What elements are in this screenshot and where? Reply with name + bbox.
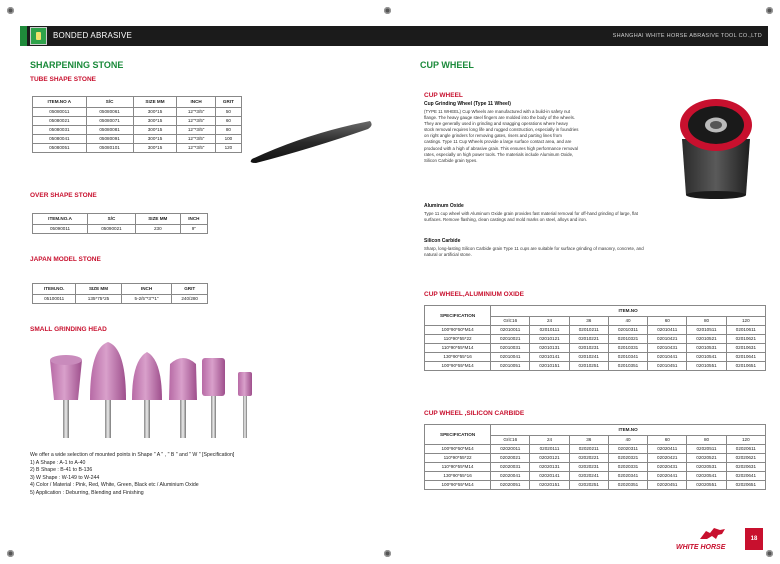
table-cell: 02010641 <box>726 353 765 362</box>
table-cell: 300*15 <box>133 144 177 153</box>
table-cell: 02010531 <box>687 344 726 353</box>
table-header: SPECIFICATION <box>425 425 491 445</box>
table-cell: 02010141 <box>530 353 569 362</box>
oval-stone-table <box>32 213 208 234</box>
small-grinding-head-title: SMALL GRINDING HEAD <box>30 326 107 333</box>
table-cell: 110*90*55*M14 <box>425 344 491 353</box>
grit-header: 80 <box>687 317 726 326</box>
table-cell: 02020631 <box>726 463 765 472</box>
table-row <box>425 362 766 371</box>
table-cell: 02020441 <box>648 472 687 481</box>
table-header: ITEM.NO A <box>33 97 87 108</box>
sc-table-title: CUP WHEEL ,SILICON CARBIDE <box>424 410 525 417</box>
table-cell: 02010241 <box>569 353 608 362</box>
list-item: 4) Color / Material : Pink, Red, White, Green, Black etc / Aluminium Oxide <box>30 482 199 489</box>
table-cell: 60 <box>215 117 241 126</box>
text-line: flange. The heavy gauge steel fingers are molded into the body of the wheels. <box>424 115 576 121</box>
table-header: SPECIFICATION <box>425 306 491 326</box>
table-header: S/C <box>86 97 133 108</box>
table-row <box>33 144 242 153</box>
table-row <box>425 344 766 353</box>
table-header: GRIT <box>215 97 241 108</box>
table-cell: 02020421 <box>648 454 687 463</box>
table-cell: 12"*3/5" <box>177 144 215 153</box>
table-cell: 02020411 <box>648 445 687 454</box>
table-cell: 02020011 <box>491 445 530 454</box>
text-line: produced with a high of abrasive grain. This ensures high performance removal <box>424 145 578 151</box>
table-cell: 05100011 <box>33 295 76 304</box>
table-cell: 02010521 <box>687 335 726 344</box>
table-header: INCH <box>121 284 172 295</box>
table-cell: 02020611 <box>726 445 765 454</box>
table-cell: 02010221 <box>569 335 608 344</box>
table-row <box>33 117 242 126</box>
grit-header: Grit:16 <box>491 317 530 326</box>
table-cell: 02010631 <box>726 344 765 353</box>
list-item: 3) W Shape : W-149 to W-244 <box>30 474 100 481</box>
page-number: 18 <box>745 528 763 550</box>
table-header-row <box>33 284 208 295</box>
white-horse-logo <box>676 527 740 551</box>
screw-icon <box>384 550 391 557</box>
grit-header: 60 <box>648 317 687 326</box>
screw-icon <box>7 550 14 557</box>
oval-stone-title: OVER SHAPE STONE <box>30 192 97 199</box>
table-cell: 02010351 <box>608 362 647 371</box>
silicon-carbide-heading: Silicon Carbide <box>424 238 461 244</box>
text-line: They are generally used in grinding and snagging operations where heavy <box>424 121 569 127</box>
table-cell: 02010421 <box>648 335 687 344</box>
cup-wheel-image <box>676 97 756 199</box>
sc-table <box>424 424 766 490</box>
table-cell: 02020141 <box>530 472 569 481</box>
table-cell: 02020241 <box>569 472 608 481</box>
list-item: 5) Application : Deburring, Blending and Finishing <box>30 489 144 496</box>
table-row <box>425 463 766 472</box>
table-row <box>425 326 766 335</box>
table-cell: 02020641 <box>726 472 765 481</box>
table-header: INCH <box>180 214 207 225</box>
table-cell: 12"*3/5" <box>177 135 215 144</box>
screw-icon <box>384 7 391 14</box>
table-cell: 05080041 <box>33 135 87 144</box>
table-cell: 12"*3/5" <box>177 126 215 135</box>
table-cell: 02020511 <box>687 445 726 454</box>
table-header: ITEM.NO <box>491 425 766 436</box>
header-accent <box>20 26 27 46</box>
grit-header: 40 <box>608 317 647 326</box>
table-cell: 02010451 <box>648 362 687 371</box>
table-cell: 5-2/5"*3"*1" <box>121 295 172 304</box>
table-cell: 02010311 <box>608 326 647 335</box>
table-cell: 240/280 <box>172 295 208 304</box>
table-header-row <box>33 97 242 108</box>
aluminum-oxide-description <box>424 211 764 223</box>
table-row <box>33 225 208 234</box>
text-line: surfaces. Remove flashing, clean castings and mold marks on steel, alloys and iron. <box>424 217 588 223</box>
table-cell: 02010551 <box>687 362 726 371</box>
table-row <box>425 472 766 481</box>
table-cell: 02010411 <box>648 326 687 335</box>
small-grinding-list <box>30 460 199 497</box>
table-cell: 02010541 <box>687 353 726 362</box>
text-line: on right angle grinders for removing gates, risers and parting lines from <box>424 133 562 139</box>
table-cell: 9" <box>180 225 207 234</box>
grit-header: Grit:16 <box>491 436 530 445</box>
screw-icon <box>766 550 773 557</box>
table-row <box>425 445 766 454</box>
ao-table <box>424 305 766 371</box>
brand-name: WHITE HORSE <box>676 544 726 551</box>
table-cell: 02020451 <box>648 481 687 490</box>
grit-header: 120 <box>726 436 765 445</box>
table-row <box>33 295 208 304</box>
table-header: SIZE MM <box>76 284 121 295</box>
table-cell: 300*15 <box>133 135 177 144</box>
table-cell: 100*90*55*M14 <box>425 481 491 490</box>
table-cell: 02010331 <box>608 344 647 353</box>
table-cell: 02010131 <box>530 344 569 353</box>
table-row <box>425 481 766 490</box>
tube-stone-title: TUBE SHAPE STONE <box>30 76 96 83</box>
table-cell: 02020221 <box>569 454 608 463</box>
table-cell: 02020211 <box>569 445 608 454</box>
table-cell: 02010341 <box>608 353 647 362</box>
table-cell: 05080081 <box>86 126 133 135</box>
table-cell: 300*15 <box>133 117 177 126</box>
table-cell: 12"*3/5" <box>177 108 215 117</box>
screw-icon <box>766 7 773 14</box>
company-name: SHANGHAI WHITE HORSE ABRASIVE TOOL CO.,LTD <box>612 33 762 39</box>
grit-header: 80 <box>687 436 726 445</box>
table-cell: 02020331 <box>608 463 647 472</box>
table-row <box>425 454 766 463</box>
table-cell: 02020551 <box>687 481 726 490</box>
table-row <box>425 335 766 344</box>
table-row <box>425 353 766 362</box>
aluminum-oxide-heading: Aluminum Oxide <box>424 203 464 209</box>
table-cell: 02010021 <box>491 335 530 344</box>
table-cell: 02020251 <box>569 481 608 490</box>
tube-stone-image <box>248 115 374 165</box>
table-cell: 05080071 <box>86 117 133 126</box>
table-cell: 02020021 <box>491 454 530 463</box>
text-line: castings. Type 11 Cup Wheels provide a large surface contact area, and are <box>424 139 572 145</box>
sharpening-stone-title: SHARPENING STONE <box>30 60 124 70</box>
table-cell: 02020051 <box>491 481 530 490</box>
table-cell: 05080101 <box>86 144 133 153</box>
table-header-row <box>33 214 208 225</box>
table-cell: 02010651 <box>726 362 765 371</box>
table-cell: 02010051 <box>491 362 530 371</box>
silicon-carbide-description <box>424 246 764 258</box>
cup-wheel-title: CUP WHEEL <box>420 60 474 70</box>
table-cell: 02010511 <box>687 326 726 335</box>
table-cell: 05080011 <box>33 108 87 117</box>
list-item: 2) B Shape : B-41 to B-136 <box>30 467 93 474</box>
ao-table-title: CUP WHEEL,ALUMINIUM OXIDE <box>424 291 524 298</box>
table-cell: 02010251 <box>569 362 608 371</box>
table-cell: 05080051 <box>33 144 87 153</box>
table-cell: 02010621 <box>726 335 765 344</box>
table-cell: 02010441 <box>648 353 687 362</box>
table-cell: 02020031 <box>491 463 530 472</box>
table-header-row <box>425 425 766 436</box>
abrasive-icon <box>30 27 47 45</box>
table-cell: 130*90*55*16 <box>425 353 491 362</box>
table-cell: 02020311 <box>608 445 647 454</box>
table-cell: 100 <box>215 135 241 144</box>
table-cell: 300*15 <box>133 126 177 135</box>
table-cell: 05080091 <box>86 135 133 144</box>
table-cell: 135*75*25 <box>76 295 121 304</box>
table-header: SIZE MM <box>135 214 180 225</box>
table-row <box>33 126 242 135</box>
text-line: stock removal requires long life and rugged construction, especially in foundries <box>424 127 579 133</box>
table-cell: 02020151 <box>530 481 569 490</box>
table-cell: 02020431 <box>648 463 687 472</box>
table-cell: 02010111 <box>530 326 569 335</box>
header-bar <box>20 26 768 46</box>
table-cell: 100*90*55*M14 <box>425 362 491 371</box>
table-cell: 02010121 <box>530 335 569 344</box>
horse-icon <box>698 527 728 541</box>
grit-header: 36 <box>569 436 608 445</box>
table-cell: 230 <box>135 225 180 234</box>
table-header: INCH <box>177 97 215 108</box>
table-cell: 110*90*55*22 <box>425 454 491 463</box>
text-line: (TYPE 11 WHEEL) Cup Wheels are manufactured with a build-in safety nut <box>424 109 571 114</box>
table-header: S/C <box>88 214 136 225</box>
text-line: Silicon Carbide grain types. <box>424 157 478 163</box>
table-header-row <box>425 306 766 317</box>
table-cell: 05080021 <box>33 117 87 126</box>
table-cell: 100*90*50*M14 <box>425 445 491 454</box>
table-cell: 02020131 <box>530 463 569 472</box>
table-cell: 02020121 <box>530 454 569 463</box>
table-cell: 02020321 <box>608 454 647 463</box>
table-header: GRIT <box>172 284 208 295</box>
text-line: rates, especially on high power tools. The materials include Aluminum Oxide, <box>424 151 574 157</box>
table-cell: 12"*3/5" <box>177 117 215 126</box>
table-cell: 02020531 <box>687 463 726 472</box>
table-cell: 110*90*55*22 <box>425 335 491 344</box>
grit-header: 120 <box>726 317 765 326</box>
table-cell: 02010151 <box>530 362 569 371</box>
table-cell: 02020621 <box>726 454 765 463</box>
table-cell: 130*90*55*16 <box>425 472 491 481</box>
table-cell: 80 <box>215 126 241 135</box>
table-header: ITEM.NO <box>491 306 766 317</box>
table-header: ITEM.NO.A <box>33 214 88 225</box>
type11-description <box>424 109 674 164</box>
table-cell: 05080031 <box>33 126 87 135</box>
list-item: 1) A Shape : A-1 to A-40 <box>30 460 86 466</box>
table-cell: 02020541 <box>687 472 726 481</box>
table-cell: 100*90*50*M14 <box>425 326 491 335</box>
grit-header: 24 <box>530 436 569 445</box>
text-line: Sharp, long-lasting Silicon Carbide grain Type 11 cups are suitable for surface grinding of masonry, concrete, and <box>424 246 644 251</box>
japan-stone-title: JAPAN MODEL STONE <box>30 256 101 263</box>
table-cell: 110*90*55*M14 <box>425 463 491 472</box>
table-cell: 02010211 <box>569 326 608 335</box>
table-cell: 02020341 <box>608 472 647 481</box>
table-cell: 05090021 <box>88 225 136 234</box>
table-cell: 02020111 <box>530 445 569 454</box>
table-cell: 02020651 <box>726 481 765 490</box>
table-row <box>33 108 242 117</box>
table-cell: 50 <box>215 108 241 117</box>
small-grinding-intro: We offer a wide selection of mounted points in Shape " A " , " B " and " W " [Specification] <box>30 452 235 458</box>
japan-stone-table <box>32 283 208 304</box>
table-cell: 02010011 <box>491 326 530 335</box>
grit-header: 24 <box>530 317 569 326</box>
table-cell: 02010041 <box>491 353 530 362</box>
table-cell: 05080061 <box>86 108 133 117</box>
table-cell: 120 <box>215 144 241 153</box>
table-cell: 02010321 <box>608 335 647 344</box>
type11-heading: Cup Grinding Wheel (Type 11 Wheel) <box>424 101 511 107</box>
table-cell: 02010431 <box>648 344 687 353</box>
table-cell: 02010031 <box>491 344 530 353</box>
screw-icon <box>7 7 14 14</box>
text-line: Type 11 cup wheel with Aluminum Oxide grain provides fast material removal for off-hand grinding of large, flat <box>424 211 638 216</box>
grit-header: 40 <box>608 436 647 445</box>
text-line: natural or artificial stone. <box>424 252 472 258</box>
grit-header: 60 <box>648 436 687 445</box>
table-row <box>33 135 242 144</box>
cup-wheel-subtitle: CUP WHEEL <box>424 92 463 99</box>
table-header: ITEM.NO. <box>33 284 76 295</box>
grit-header: 36 <box>569 317 608 326</box>
grinding-heads-image <box>38 338 260 442</box>
table-cell: 02020041 <box>491 472 530 481</box>
table-cell: 02010231 <box>569 344 608 353</box>
table-cell: 02020521 <box>687 454 726 463</box>
table-cell: 02010611 <box>726 326 765 335</box>
table-header: SIZE MM <box>133 97 177 108</box>
table-cell: 05090011 <box>33 225 88 234</box>
section-title: BONDED ABRASIVE <box>53 31 133 40</box>
table-cell: 300*15 <box>133 108 177 117</box>
table-cell: 02020231 <box>569 463 608 472</box>
table-cell: 02020351 <box>608 481 647 490</box>
tube-stone-table <box>32 96 242 153</box>
